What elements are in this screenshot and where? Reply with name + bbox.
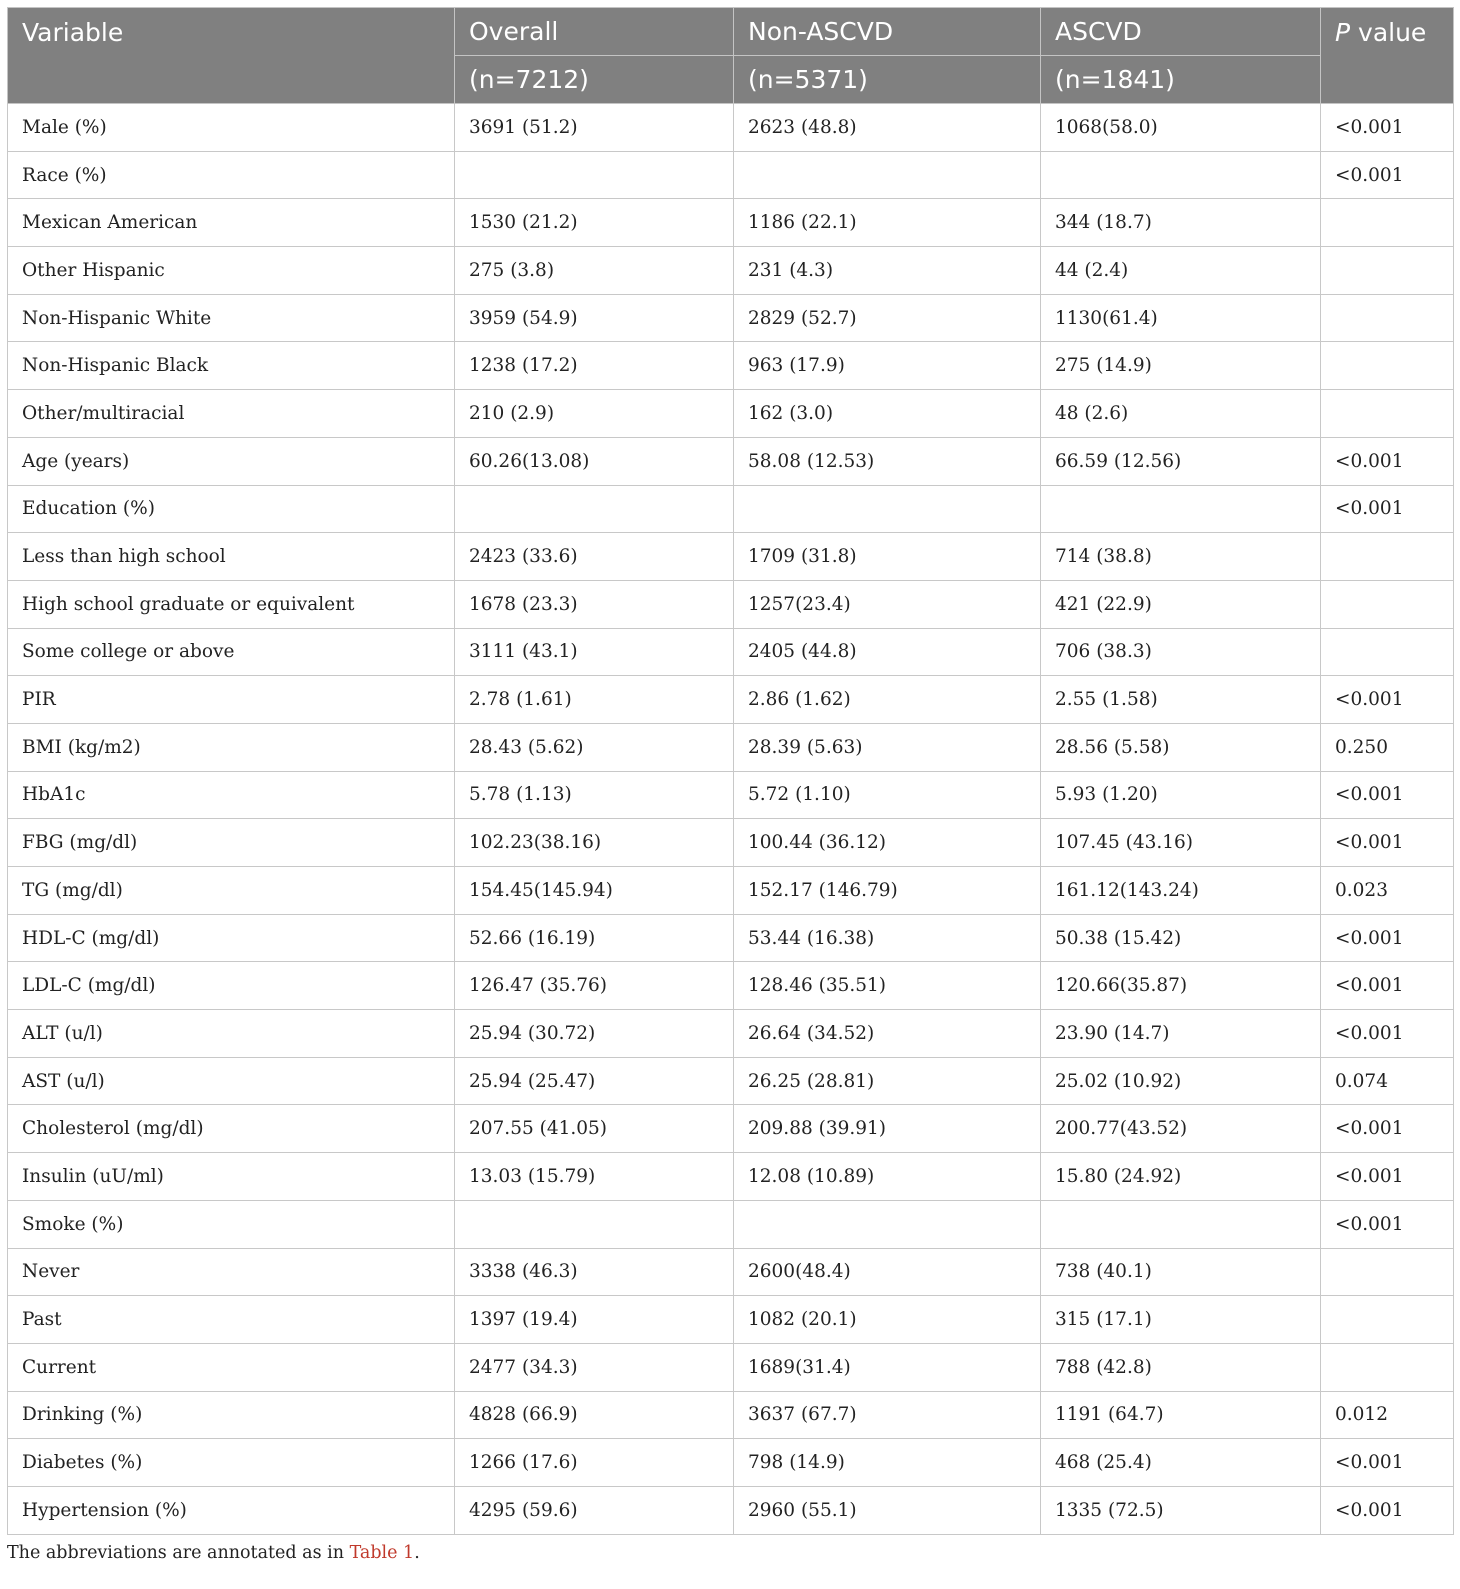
variable-cell: Insulin (uU/ml) — [8, 1153, 455, 1201]
overall-cell: 2423 (33.6) — [455, 533, 734, 581]
overall-cell: 1266 (17.6) — [455, 1439, 734, 1487]
variable-cell: BMI (kg/m2) — [8, 723, 455, 771]
p-value-cell: <0.001 — [1321, 104, 1454, 152]
non-ascvd-cell: 2.86 (1.62) — [734, 676, 1041, 724]
non-ascvd-cell: 1186 (22.1) — [734, 199, 1041, 247]
variable-cell: Other/multiracial — [8, 390, 455, 438]
variable-cell: Other Hispanic — [8, 247, 455, 295]
p-value-cell — [1321, 1248, 1454, 1296]
non-ascvd-cell: 3637 (67.7) — [734, 1391, 1041, 1439]
non-ascvd-cell: 58.08 (12.53) — [734, 437, 1041, 485]
table-row — [8, 533, 1454, 581]
non-ascvd-cell: 209.88 (39.91) — [734, 1105, 1041, 1153]
p-value-cell: <0.001 — [1321, 914, 1454, 962]
overall-cell: 2477 (34.3) — [455, 1343, 734, 1391]
p-value-cell: <0.001 — [1321, 676, 1454, 724]
non-ascvd-cell: 26.64 (34.52) — [734, 1010, 1041, 1058]
ascvd-cell: 66.59 (12.56) — [1041, 437, 1321, 485]
p-value-cell: 0.023 — [1321, 867, 1454, 915]
ascvd-cell: 2.55 (1.58) — [1041, 676, 1321, 724]
overall-cell — [455, 485, 734, 533]
ascvd-cell: 468 (25.4) — [1041, 1439, 1321, 1487]
overall-cell: 275 (3.8) — [455, 247, 734, 295]
table-row — [8, 294, 1454, 342]
overall-cell — [455, 151, 734, 199]
header-variable: Variable — [8, 8, 455, 104]
ascvd-cell: 200.77(43.52) — [1041, 1105, 1321, 1153]
overall-cell: 2.78 (1.61) — [455, 676, 734, 724]
non-ascvd-cell: 128.46 (35.51) — [734, 962, 1041, 1010]
table-row — [8, 151, 1454, 199]
table-row — [8, 1248, 1454, 1296]
overall-cell: 5.78 (1.13) — [455, 771, 734, 819]
header-p-rest: value — [1350, 18, 1427, 47]
header-p-value — [1321, 8, 1454, 104]
overall-cell: 207.55 (41.05) — [455, 1105, 734, 1153]
non-ascvd-cell: 1257(23.4) — [734, 580, 1041, 628]
non-ascvd-cell: 53.44 (16.38) — [734, 914, 1041, 962]
table-body — [8, 104, 1454, 1535]
p-value-cell — [1321, 533, 1454, 581]
variable-cell: Some college or above — [8, 628, 455, 676]
ascvd-cell: 15.80 (24.92) — [1041, 1153, 1321, 1201]
ascvd-cell: 1130(61.4) — [1041, 294, 1321, 342]
overall-cell: 3111 (43.1) — [455, 628, 734, 676]
overall-cell: 25.94 (25.47) — [455, 1057, 734, 1105]
ascvd-cell: 1191 (64.7) — [1041, 1391, 1321, 1439]
overall-cell: 154.45(145.94) — [455, 867, 734, 915]
ascvd-cell: 161.12(143.24) — [1041, 867, 1321, 915]
table-row — [8, 962, 1454, 1010]
non-ascvd-cell: 28.39 (5.63) — [734, 723, 1041, 771]
non-ascvd-cell: 2600(48.4) — [734, 1248, 1041, 1296]
variable-cell: TG (mg/dl) — [8, 867, 455, 915]
overall-cell: 210 (2.9) — [455, 390, 734, 438]
p-value-cell: <0.001 — [1321, 819, 1454, 867]
ascvd-cell: 25.02 (10.92) — [1041, 1057, 1321, 1105]
table-row — [8, 1057, 1454, 1105]
ascvd-cell: 275 (14.9) — [1041, 342, 1321, 390]
overall-cell: 28.43 (5.62) — [455, 723, 734, 771]
ascvd-cell — [1041, 485, 1321, 533]
ascvd-cell: 344 (18.7) — [1041, 199, 1321, 247]
footnote — [7, 1543, 1453, 1563]
non-ascvd-cell: 2405 (44.8) — [734, 628, 1041, 676]
header-overall-n: (n=7212) — [455, 56, 734, 104]
ascvd-cell: 738 (40.1) — [1041, 1248, 1321, 1296]
header-row-1 — [8, 8, 1454, 56]
non-ascvd-cell: 162 (3.0) — [734, 390, 1041, 438]
overall-cell: 13.03 (15.79) — [455, 1153, 734, 1201]
p-value-cell: <0.001 — [1321, 771, 1454, 819]
ascvd-cell: 315 (17.1) — [1041, 1296, 1321, 1344]
non-ascvd-cell — [734, 485, 1041, 533]
p-value-cell — [1321, 342, 1454, 390]
baseline-characteristics-table — [7, 7, 1454, 1535]
ascvd-cell: 421 (22.9) — [1041, 580, 1321, 628]
overall-cell — [455, 1200, 734, 1248]
overall-cell: 1238 (17.2) — [455, 342, 734, 390]
table-row — [8, 247, 1454, 295]
table-row — [8, 723, 1454, 771]
non-ascvd-cell: 2829 (52.7) — [734, 294, 1041, 342]
overall-cell: 1397 (19.4) — [455, 1296, 734, 1344]
overall-cell: 126.47 (35.76) — [455, 962, 734, 1010]
p-value-cell: 0.250 — [1321, 723, 1454, 771]
variable-cell: Education (%) — [8, 485, 455, 533]
non-ascvd-cell: 12.08 (10.89) — [734, 1153, 1041, 1201]
non-ascvd-cell: 100.44 (36.12) — [734, 819, 1041, 867]
ascvd-cell: 120.66(35.87) — [1041, 962, 1321, 1010]
variable-cell: Non-Hispanic Black — [8, 342, 455, 390]
table-row — [8, 437, 1454, 485]
non-ascvd-cell: 2623 (48.8) — [734, 104, 1041, 152]
table-row — [8, 1105, 1454, 1153]
p-value-cell — [1321, 580, 1454, 628]
overall-cell: 3338 (46.3) — [455, 1248, 734, 1296]
variable-cell: ALT (u/l) — [8, 1010, 455, 1058]
table-row — [8, 199, 1454, 247]
non-ascvd-cell: 1709 (31.8) — [734, 533, 1041, 581]
overall-cell: 4295 (59.6) — [455, 1486, 734, 1534]
table-row — [8, 485, 1454, 533]
p-value-cell — [1321, 294, 1454, 342]
variable-cell: Non-Hispanic White — [8, 294, 455, 342]
table-row — [8, 1010, 1454, 1058]
overall-cell: 25.94 (30.72) — [455, 1010, 734, 1058]
variable-cell: Less than high school — [8, 533, 455, 581]
variable-cell: Mexican American — [8, 199, 455, 247]
table-row — [8, 628, 1454, 676]
ascvd-cell: 28.56 (5.58) — [1041, 723, 1321, 771]
variable-cell: LDL-C (mg/dl) — [8, 962, 455, 1010]
non-ascvd-cell: 26.25 (28.81) — [734, 1057, 1041, 1105]
table-row — [8, 1296, 1454, 1344]
table-row — [8, 1343, 1454, 1391]
non-ascvd-cell: 1082 (20.1) — [734, 1296, 1041, 1344]
table-row — [8, 580, 1454, 628]
p-value-cell — [1321, 1343, 1454, 1391]
ascvd-cell: 50.38 (15.42) — [1041, 914, 1321, 962]
p-value-cell — [1321, 390, 1454, 438]
ascvd-cell: 44 (2.4) — [1041, 247, 1321, 295]
ascvd-cell: 48 (2.6) — [1041, 390, 1321, 438]
p-value-cell: <0.001 — [1321, 1439, 1454, 1487]
ascvd-cell: 23.90 (14.7) — [1041, 1010, 1321, 1058]
non-ascvd-cell — [734, 1200, 1041, 1248]
table-row — [8, 914, 1454, 962]
header-ascvd: ASCVD — [1041, 8, 1321, 56]
footnote-text: The abbreviations are annotated as in — [7, 1542, 350, 1563]
variable-cell: HDL-C (mg/dl) — [8, 914, 455, 962]
footnote-end: . — [414, 1542, 420, 1563]
variable-cell: Past — [8, 1296, 455, 1344]
header-non-ascvd-n: (n=5371) — [734, 56, 1041, 104]
ascvd-cell: 714 (38.8) — [1041, 533, 1321, 581]
ascvd-cell: 1335 (72.5) — [1041, 1486, 1321, 1534]
p-value-cell: <0.001 — [1321, 1486, 1454, 1534]
ascvd-cell — [1041, 1200, 1321, 1248]
ascvd-cell: 1068(58.0) — [1041, 104, 1321, 152]
non-ascvd-cell: 231 (4.3) — [734, 247, 1041, 295]
table-row — [8, 390, 1454, 438]
overall-cell: 3691 (51.2) — [455, 104, 734, 152]
overall-cell: 102.23(38.16) — [455, 819, 734, 867]
table-row — [8, 1391, 1454, 1439]
non-ascvd-cell: 798 (14.9) — [734, 1439, 1041, 1487]
table-row — [8, 867, 1454, 915]
non-ascvd-cell: 2960 (55.1) — [734, 1486, 1041, 1534]
variable-cell: Hypertension (%) — [8, 1486, 455, 1534]
variable-cell: Current — [8, 1343, 455, 1391]
overall-cell: 60.26(13.08) — [455, 437, 734, 485]
p-value-cell: <0.001 — [1321, 151, 1454, 199]
variable-cell: High school graduate or equivalent — [8, 580, 455, 628]
overall-cell: 1530 (21.2) — [455, 199, 734, 247]
non-ascvd-cell: 152.17 (146.79) — [734, 867, 1041, 915]
non-ascvd-cell: 1689(31.4) — [734, 1343, 1041, 1391]
variable-cell: Age (years) — [8, 437, 455, 485]
table-row — [8, 104, 1454, 152]
ascvd-cell — [1041, 151, 1321, 199]
p-value-cell: <0.001 — [1321, 1153, 1454, 1201]
ascvd-cell: 5.93 (1.20) — [1041, 771, 1321, 819]
overall-cell: 1678 (23.3) — [455, 580, 734, 628]
p-value-cell: 0.012 — [1321, 1391, 1454, 1439]
variable-cell: Cholesterol (mg/dl) — [8, 1105, 455, 1153]
table-1-link[interactable]: Table 1 — [349, 1542, 415, 1563]
variable-cell: Never — [8, 1248, 455, 1296]
table-row — [8, 771, 1454, 819]
p-value-cell — [1321, 199, 1454, 247]
variable-cell: PIR — [8, 676, 455, 724]
ascvd-cell: 706 (38.3) — [1041, 628, 1321, 676]
p-value-cell — [1321, 247, 1454, 295]
variable-cell: Race (%) — [8, 151, 455, 199]
overall-cell: 4828 (66.9) — [455, 1391, 734, 1439]
table-header — [8, 8, 1454, 104]
variable-cell: AST (u/l) — [8, 1057, 455, 1105]
table-row — [8, 1486, 1454, 1534]
p-value-cell — [1321, 628, 1454, 676]
header-overall: Overall — [455, 8, 734, 56]
p-value-cell: <0.001 — [1321, 1200, 1454, 1248]
variable-cell: Diabetes (%) — [8, 1439, 455, 1487]
non-ascvd-cell: 5.72 (1.10) — [734, 771, 1041, 819]
header-ascvd-n: (n=1841) — [1041, 56, 1321, 104]
header-p-italic: P — [1335, 18, 1351, 47]
p-value-cell: <0.001 — [1321, 962, 1454, 1010]
p-value-cell: <0.001 — [1321, 437, 1454, 485]
p-value-cell: <0.001 — [1321, 1105, 1454, 1153]
non-ascvd-cell — [734, 151, 1041, 199]
p-value-cell: 0.074 — [1321, 1057, 1454, 1105]
p-value-cell: <0.001 — [1321, 1010, 1454, 1058]
table-row — [8, 1200, 1454, 1248]
overall-cell: 52.66 (16.19) — [455, 914, 734, 962]
table-container — [7, 7, 1453, 1563]
table-row — [8, 1153, 1454, 1201]
p-value-cell: <0.001 — [1321, 485, 1454, 533]
table-row — [8, 1439, 1454, 1487]
overall-cell: 3959 (54.9) — [455, 294, 734, 342]
variable-cell: HbA1c — [8, 771, 455, 819]
non-ascvd-cell: 963 (17.9) — [734, 342, 1041, 390]
table-row — [8, 819, 1454, 867]
table-row — [8, 676, 1454, 724]
ascvd-cell: 788 (42.8) — [1041, 1343, 1321, 1391]
table-row — [8, 342, 1454, 390]
variable-cell: Drinking (%) — [8, 1391, 455, 1439]
p-value-cell — [1321, 1296, 1454, 1344]
ascvd-cell: 107.45 (43.16) — [1041, 819, 1321, 867]
header-non-ascvd: Non-ASCVD — [734, 8, 1041, 56]
variable-cell: Male (%) — [8, 104, 455, 152]
variable-cell: Smoke (%) — [8, 1200, 455, 1248]
variable-cell: FBG (mg/dl) — [8, 819, 455, 867]
